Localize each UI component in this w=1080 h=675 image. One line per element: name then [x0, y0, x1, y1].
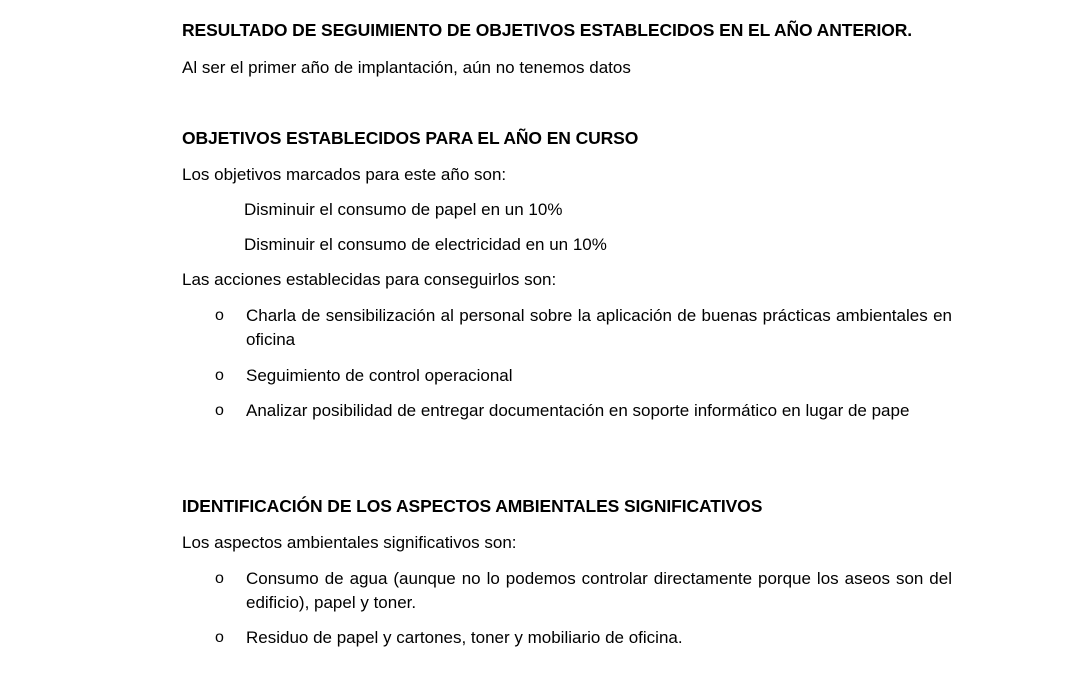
section1-heading: RESULTADO DE SEGUIMIENTO DE OBJETIVOS ESTABLECIDOS EN EL AÑO ANTERIOR. [182, 20, 913, 40]
action-list-item [182, 399, 952, 423]
aspect-list-item [182, 626, 952, 650]
bullet-circle-icon: o [215, 307, 224, 324]
aspect-text: Consumo de agua (aunque no lo podemos controlar directamente porque los aseos son del edificio), papel y toner. [246, 569, 952, 612]
objective-item: Disminuir el consumo de papel en un 10% [244, 200, 563, 219]
objective-item: Disminuir el consumo de electricidad en un 10% [244, 235, 607, 254]
bullet-circle-icon: o [215, 629, 224, 646]
action-text: Charla de sensibilización al personal sobre la aplicación de buenas prácticas ambientales en oficina [246, 306, 952, 349]
section3-heading: IDENTIFICACIÓN DE LOS ASPECTOS AMBIENTALES SIGNIFICATIVOS [182, 496, 763, 516]
objectives-intro: Los objetivos marcados para este año son: [182, 165, 507, 184]
bullet-circle-icon: o [215, 570, 224, 587]
action-text: Analizar posibilidad de entregar documentación en soporte informático en lugar de pape [246, 401, 910, 420]
aspect-text: Residuo de papel y cartones, toner y mobiliario de oficina. [246, 628, 683, 647]
action-text: Seguimiento de control operacional [246, 366, 513, 385]
action-list-item [182, 304, 952, 352]
bullet-circle-icon: o [215, 402, 224, 419]
section2-heading: OBJETIVOS ESTABLECIDOS PARA EL AÑO EN CURSO [182, 128, 639, 148]
action-list-item [182, 364, 952, 388]
aspect-list-item [182, 567, 952, 615]
section1-text: Al ser el primer año de implantación, aún no tenemos datos [182, 58, 631, 77]
actions-intro: Las acciones establecidas para conseguirlos son: [182, 270, 557, 289]
bullet-circle-icon: o [215, 367, 224, 384]
aspects-intro: Los aspectos ambientales significativos son: [182, 533, 517, 552]
